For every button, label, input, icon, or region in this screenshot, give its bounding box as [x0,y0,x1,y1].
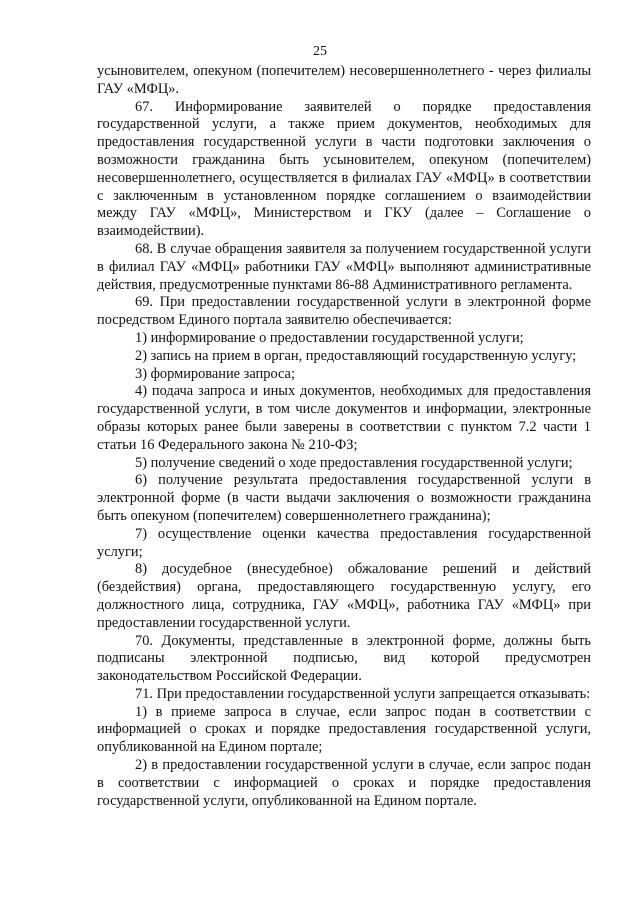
paragraph: 8) досудебное (внесудебное) обжалование решений и действий (бездействия) органа, предоставляющего государственную услугу, его должностного лица, сотрудника, ГАУ «МФЦ», работника ГАУ «МФЦ» при предоставлении государственной услуги. [97,561,591,631]
paragraph: 1) в приеме запроса в случае, если запрос подан в соответствии с информацией о сроках и порядке предоставления государственной услуги, опубликованной на Едином портале; [97,703,591,756]
paragraph: 6) получение результата предоставления государственной услуги в электронной форме (в части выдачи заключения о возможности гражданина быть опекуном (попечителем) совершеннолетнего гражданина); [97,472,591,524]
page-number: 25 [313,44,327,59]
paragraph: 3) формирование запроса; [135,365,295,382]
paragraph: усыновителем, опекуном (попечителем) несовершеннолетнего - через филиалы ГАУ «МФЦ». [97,63,591,97]
paragraph: 2) в предоставлении государственной услуги в случае, если запрос подан в соответствии с информацией о сроках и порядке предоставления государственной услуги, опубликованной на Едином портале. [97,757,591,809]
paragraph: 67. Информирование заявителей о порядке предоставления государственной услуги, а также прием документов, необходимых для предоставления государственной услуги в части подготовки заключения о возможности гражданина быть усыновителем, опекуном (попечителем) несовершеннолетнего, осуществляется в филиалах ГАУ «МФЦ» в соответствии с заключенным в установленном порядке соглашением о взаимодействии между ГАУ «МФЦ», Министерством и ГКУ (далее – Соглашение о взаимодействии). [97,98,591,240]
paragraph: 2) запись на прием в орган, предоставляющий государственную услугу; [135,347,577,364]
paragraph: 7) осуществление оценки качества предоставления государственной услуги; [97,525,591,560]
paragraph: 5) получение сведений о ходе предоставления государственной услуги; [135,454,573,471]
paragraph: 69. При предоставлении государственной услуги в электронной форме посредством Единого портала заявителю обеспечивается: [97,294,591,329]
paragraph: 71. При предоставлении государственной услуги запрещается отказывать: [135,685,591,702]
paragraph: 68. В случае обращения заявителя за получением государственной услуги в филиал ГАУ «МФЦ» работники ГАУ «МФЦ» выполняют административные действия, предусмотренные пунктами 86-88 Административного регламента. [97,240,591,293]
body-text [97,63,591,810]
paragraph: 4) подача запроса и иных документов, необходимых для предоставления государственной услуги, в том числе документов и информации, электронные образы которых ранее были заверены в соответствии с пунктом 7.2 части 1 статьи 16 Федерального закона № 210-ФЗ; [97,383,591,453]
paragraph: 70. Документы, представленные в электронной форме, должны быть подписаны электронной подписью, вид которой предусмотрен законодательством Российской Федерации. [97,632,591,685]
paragraph: 1) информирование о предоставлении государственной услуги; [135,329,524,346]
